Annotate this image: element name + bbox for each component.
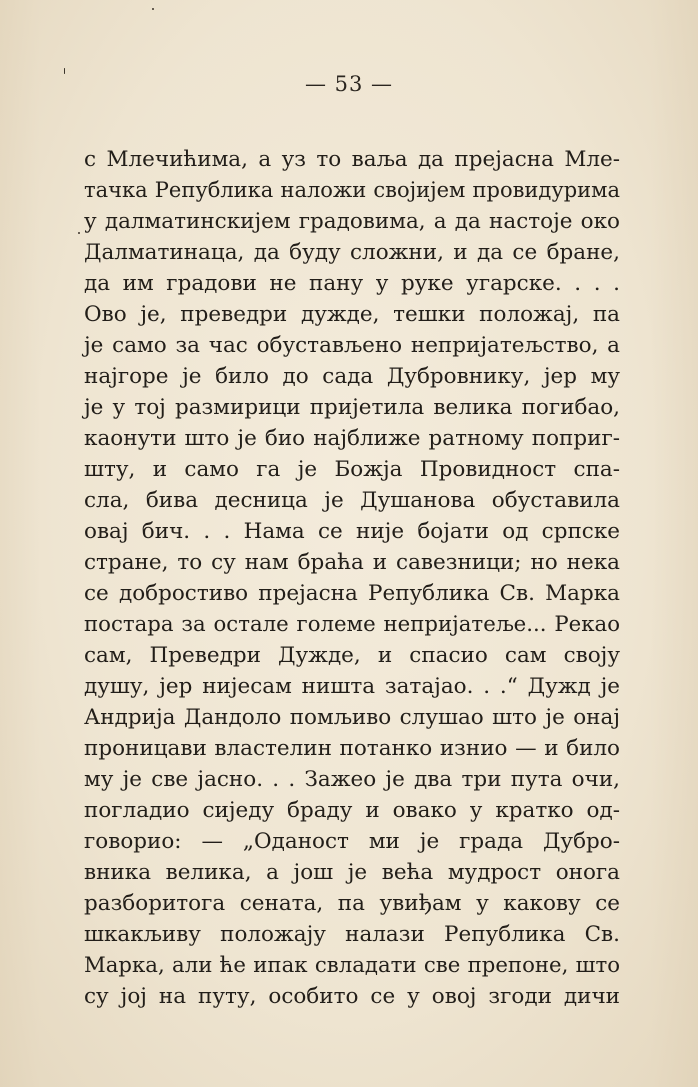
page-body-text: [84, 144, 620, 1012]
text-line: Далматинаца, да буду сложни, и да се бране,: [84, 240, 620, 265]
text-line: каонути што је био најближе ратному поприг-: [84, 426, 620, 451]
text-line: Ово је, преведри дужде, тешки положај, па: [84, 302, 620, 327]
text-line: с Млечићима, а уз то ваља да прејасна Мле-: [84, 147, 620, 172]
text-line: погладио сиједу браду и овако у кратко од-: [84, 798, 620, 823]
text-line: душу, јер нијесам ништа затајао. . .“ Дужд је: [84, 674, 620, 699]
text-line: су јој на путу, особито се у овој згоди дичи: [84, 984, 620, 1009]
text-line: шту, и само га је Божја Провидност спа-: [84, 457, 620, 482]
paper-speck: [78, 232, 80, 234]
text-line: шкакљиву положају налази Република Св.: [84, 922, 620, 947]
text-line: тачка Република наложи својијем провидурима: [84, 178, 620, 202]
page-number: — 53 —: [304, 72, 394, 96]
text-line: је у тој размирици пријетила велика погибао,: [84, 395, 620, 420]
text-line: му је све јасно. . . Зажео је два три пута очи,: [84, 767, 620, 792]
text-line: најгоре је било до сада Дубровнику, јер му: [84, 364, 620, 389]
text-line: проницави властелин потанко изнио — и било: [84, 736, 620, 761]
text-line: стране, то су нам браћа и савезници; но нека: [84, 550, 620, 575]
text-line: постара за остале големе непријатеље... Рекао: [84, 612, 620, 637]
text-line: сла, бива десница је Душанова обуставила: [84, 488, 620, 513]
text-line: сам, Преведри Дужде, и спасио сам своју: [84, 643, 620, 668]
text-line: вника велика, а још је већа мудрост онога: [84, 860, 620, 885]
paper-speck: [152, 8, 154, 10]
text-line: је само за час обустављено непријатељство, а: [84, 333, 620, 358]
text-line: се добростиво прејасна Република Св. Марка: [84, 581, 620, 606]
text-line: Марка, али ће ипак свладати све препоне, што: [84, 953, 620, 978]
text-line: Андрија Дандоло помљиво слушао што је онај: [84, 705, 620, 730]
text-line: у далматинскијем градовима, а да настоје око: [84, 209, 620, 234]
text-line: говорио: — „Оданост ми је града Дубро-: [84, 829, 620, 854]
text-line: да им градови не пану у руке угарске. . . .: [84, 271, 620, 296]
text-line: разборитога сената, па увиђам у какову се: [84, 891, 620, 916]
text-line: овај бич. . . Нама се није бојати од српске: [84, 519, 620, 544]
